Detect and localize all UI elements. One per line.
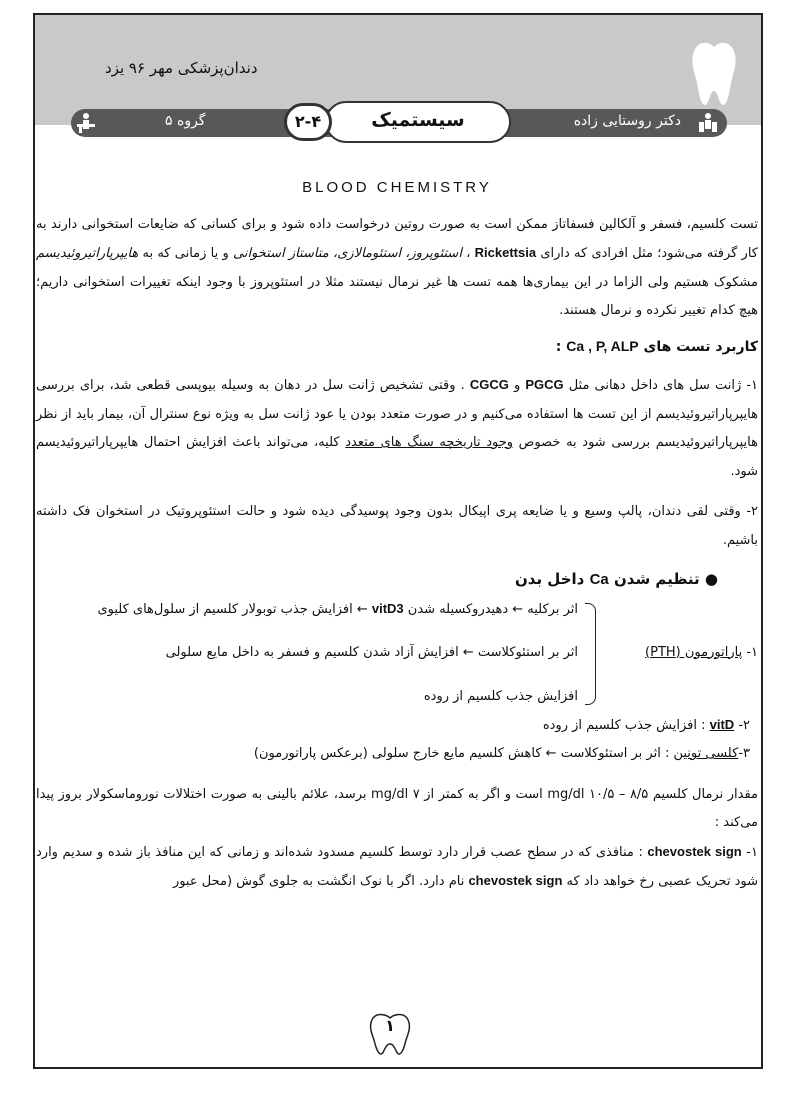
faculty-label: دندان‌پزشکی مهر ۹۶ یزد — [105, 59, 258, 77]
student-icon — [75, 112, 97, 134]
text-run: : منافذی که در سطح عصب قرار دارد توسط کلسیم مسدود شده‌اند و زمانی که این منافذ باز شده و سدیم وارد شود تحریک عصبی رخ خواهد داد که — [36, 844, 758, 889]
pth-effect-osteoclast: اثر بر استئوکلاست ← افزایش آزاد شدن کلسیم و فسفر به داخل مایع سلولی — [165, 644, 578, 660]
text-run: کاربرد تست های — [638, 338, 758, 355]
chvostek-item — [36, 838, 758, 897]
subject-title: سیستمیک — [371, 109, 465, 131]
text-run: و یا زمانی که به — [138, 246, 234, 261]
pth-label — [645, 639, 758, 668]
text-run: و — [508, 378, 526, 393]
underlined-term: وجود تاریخچه سنگ های متعدد — [345, 435, 514, 450]
spacer — [36, 486, 758, 498]
italic-term: استئوپروز، استئومالازی، متاستاز استخوانی — [233, 246, 462, 261]
italic-term: هایپرپاراتیروئیدیسم — [36, 246, 139, 261]
normal-calcium-paragraph: مقدار نرمال کلسیم mg/dl ۱۰/۵ – ۸/۵ است و اگر به کمتر از mg/dl ۷ برسد، علائم بالینی به صورت اختلالات نوروماسکولار بروز پیدا می‌کند : — [36, 786, 758, 830]
author-name: دکتر روستایی زاده — [573, 113, 681, 129]
text-run: ۱- ژانت سل های داخل دهانی مثل — [563, 378, 758, 393]
pth-block — [36, 599, 758, 711]
text-run: ۱- — [741, 844, 758, 860]
text-run: مشکوک هستیم ولی الزاما در این بیماری‌ها همه تست ها غیر نرمال نیستند مثلا در استئوپروز با وجود اینکه تغییرات استخوانی داریم؛ هیچ کدام تغییر نکرده و نرمال هستند. — [36, 274, 758, 318]
underlined-term: پاراتورمون (PTH) — [645, 644, 743, 660]
group-label: گروه ۵ — [165, 113, 206, 129]
teacher-icon — [697, 112, 719, 134]
latin-term: chevostek sign — [468, 873, 563, 888]
latin-term: CGCG — [469, 377, 509, 392]
text-run: نام دارد. اگر با نوک انگشت به جلوی گوش (محل عبور — [172, 874, 469, 889]
usage-heading — [36, 332, 758, 362]
latin-term: Ca , P, ALP — [566, 337, 639, 354]
latin-term: vitD3 — [371, 600, 404, 616]
text-run: : — [555, 338, 567, 355]
pth-effect-kidney — [97, 595, 578, 625]
page-number: ۱ — [385, 1016, 395, 1035]
underlined-term: vitD — [709, 716, 735, 732]
calcitonin-item — [36, 740, 758, 769]
spacer — [36, 769, 758, 781]
session-code: ۲-۴ — [284, 103, 332, 141]
brace-bracket — [585, 603, 596, 705]
document-body — [36, 160, 758, 897]
latin-term: Ca — [589, 571, 609, 588]
text-run: اثر برکلیه ← دهیدروکسیله شدن — [403, 601, 578, 617]
text-run: تنظیم شدن — [608, 570, 700, 588]
text-run: ۲- — [734, 717, 750, 733]
regulation-heading: ● تنظیم شدن Ca داخل بدن — [514, 570, 718, 588]
text-run: ۱- — [742, 644, 758, 660]
vitd-item — [36, 711, 758, 741]
text-run: تست کلسیم، فسفر و آلکالین فسفاتاز ممکن است به صورت روتین درخواست داده شود و برای کسانی که ضایعات استخوانی دارند به کار گرفته می‌شود؛ مثل افرادی که دارای — [36, 216, 758, 261]
tooth-icon — [687, 39, 741, 109]
text-run: ۳- — [738, 746, 750, 761]
latin-term: Rickettsia — [474, 245, 537, 260]
text-run: کلیه، می‌تواند باعث افزایش احتمال هایپرپاراتیروئیدیسم شود. — [36, 435, 758, 479]
usage-item-1 — [36, 371, 758, 486]
text-run: داخل بدن — [514, 570, 590, 588]
text-run: : افزایش جذب کلسیم از روده — [542, 717, 710, 733]
latin-term: chevostek sign — [647, 843, 742, 859]
latin-term: PGCG — [525, 377, 564, 392]
text-run: . وقتی تشخیص ژانت سل در دهان به وسیله بیوپسی قطعی شد، برای بررسی هایپرپاراتیروئیدیسم از این تست ها استفاده می‌کنیم و در صورت متعدد بودن یا عود ژانت سل به ویژه نوع سنترال آن، بیمار باید از نظر هایپرپاراتیروئیدیسم بررسی شود به خصوص — [36, 378, 758, 450]
text-run: : اثر بر استئوکلاست ← کاهش کلسیم مایع خارج سلولی (برعکس پاراتورمون) — [253, 746, 674, 761]
pth-effect-gut: افزایش جذب کلسیم از روده — [423, 688, 578, 704]
usage-item-2: ۲- وقتی لقی دندان، پالپ وسیع و یا ضایعه پری اپیکال بدون وجود پوسیدگی دیده شود و حالت استئوپروتیک در استخوان فک داشته باشیم. — [36, 504, 758, 548]
text-run: ، — [461, 246, 475, 261]
intro-paragraph — [36, 211, 758, 326]
text-run: ← افزایش جذب توبولار کلسیم از سلول‌های کلیوی — [97, 601, 372, 617]
underlined-term: کلسی تونین — [673, 746, 739, 761]
doc-title: BLOOD CHEMISTRY — [302, 179, 492, 196]
